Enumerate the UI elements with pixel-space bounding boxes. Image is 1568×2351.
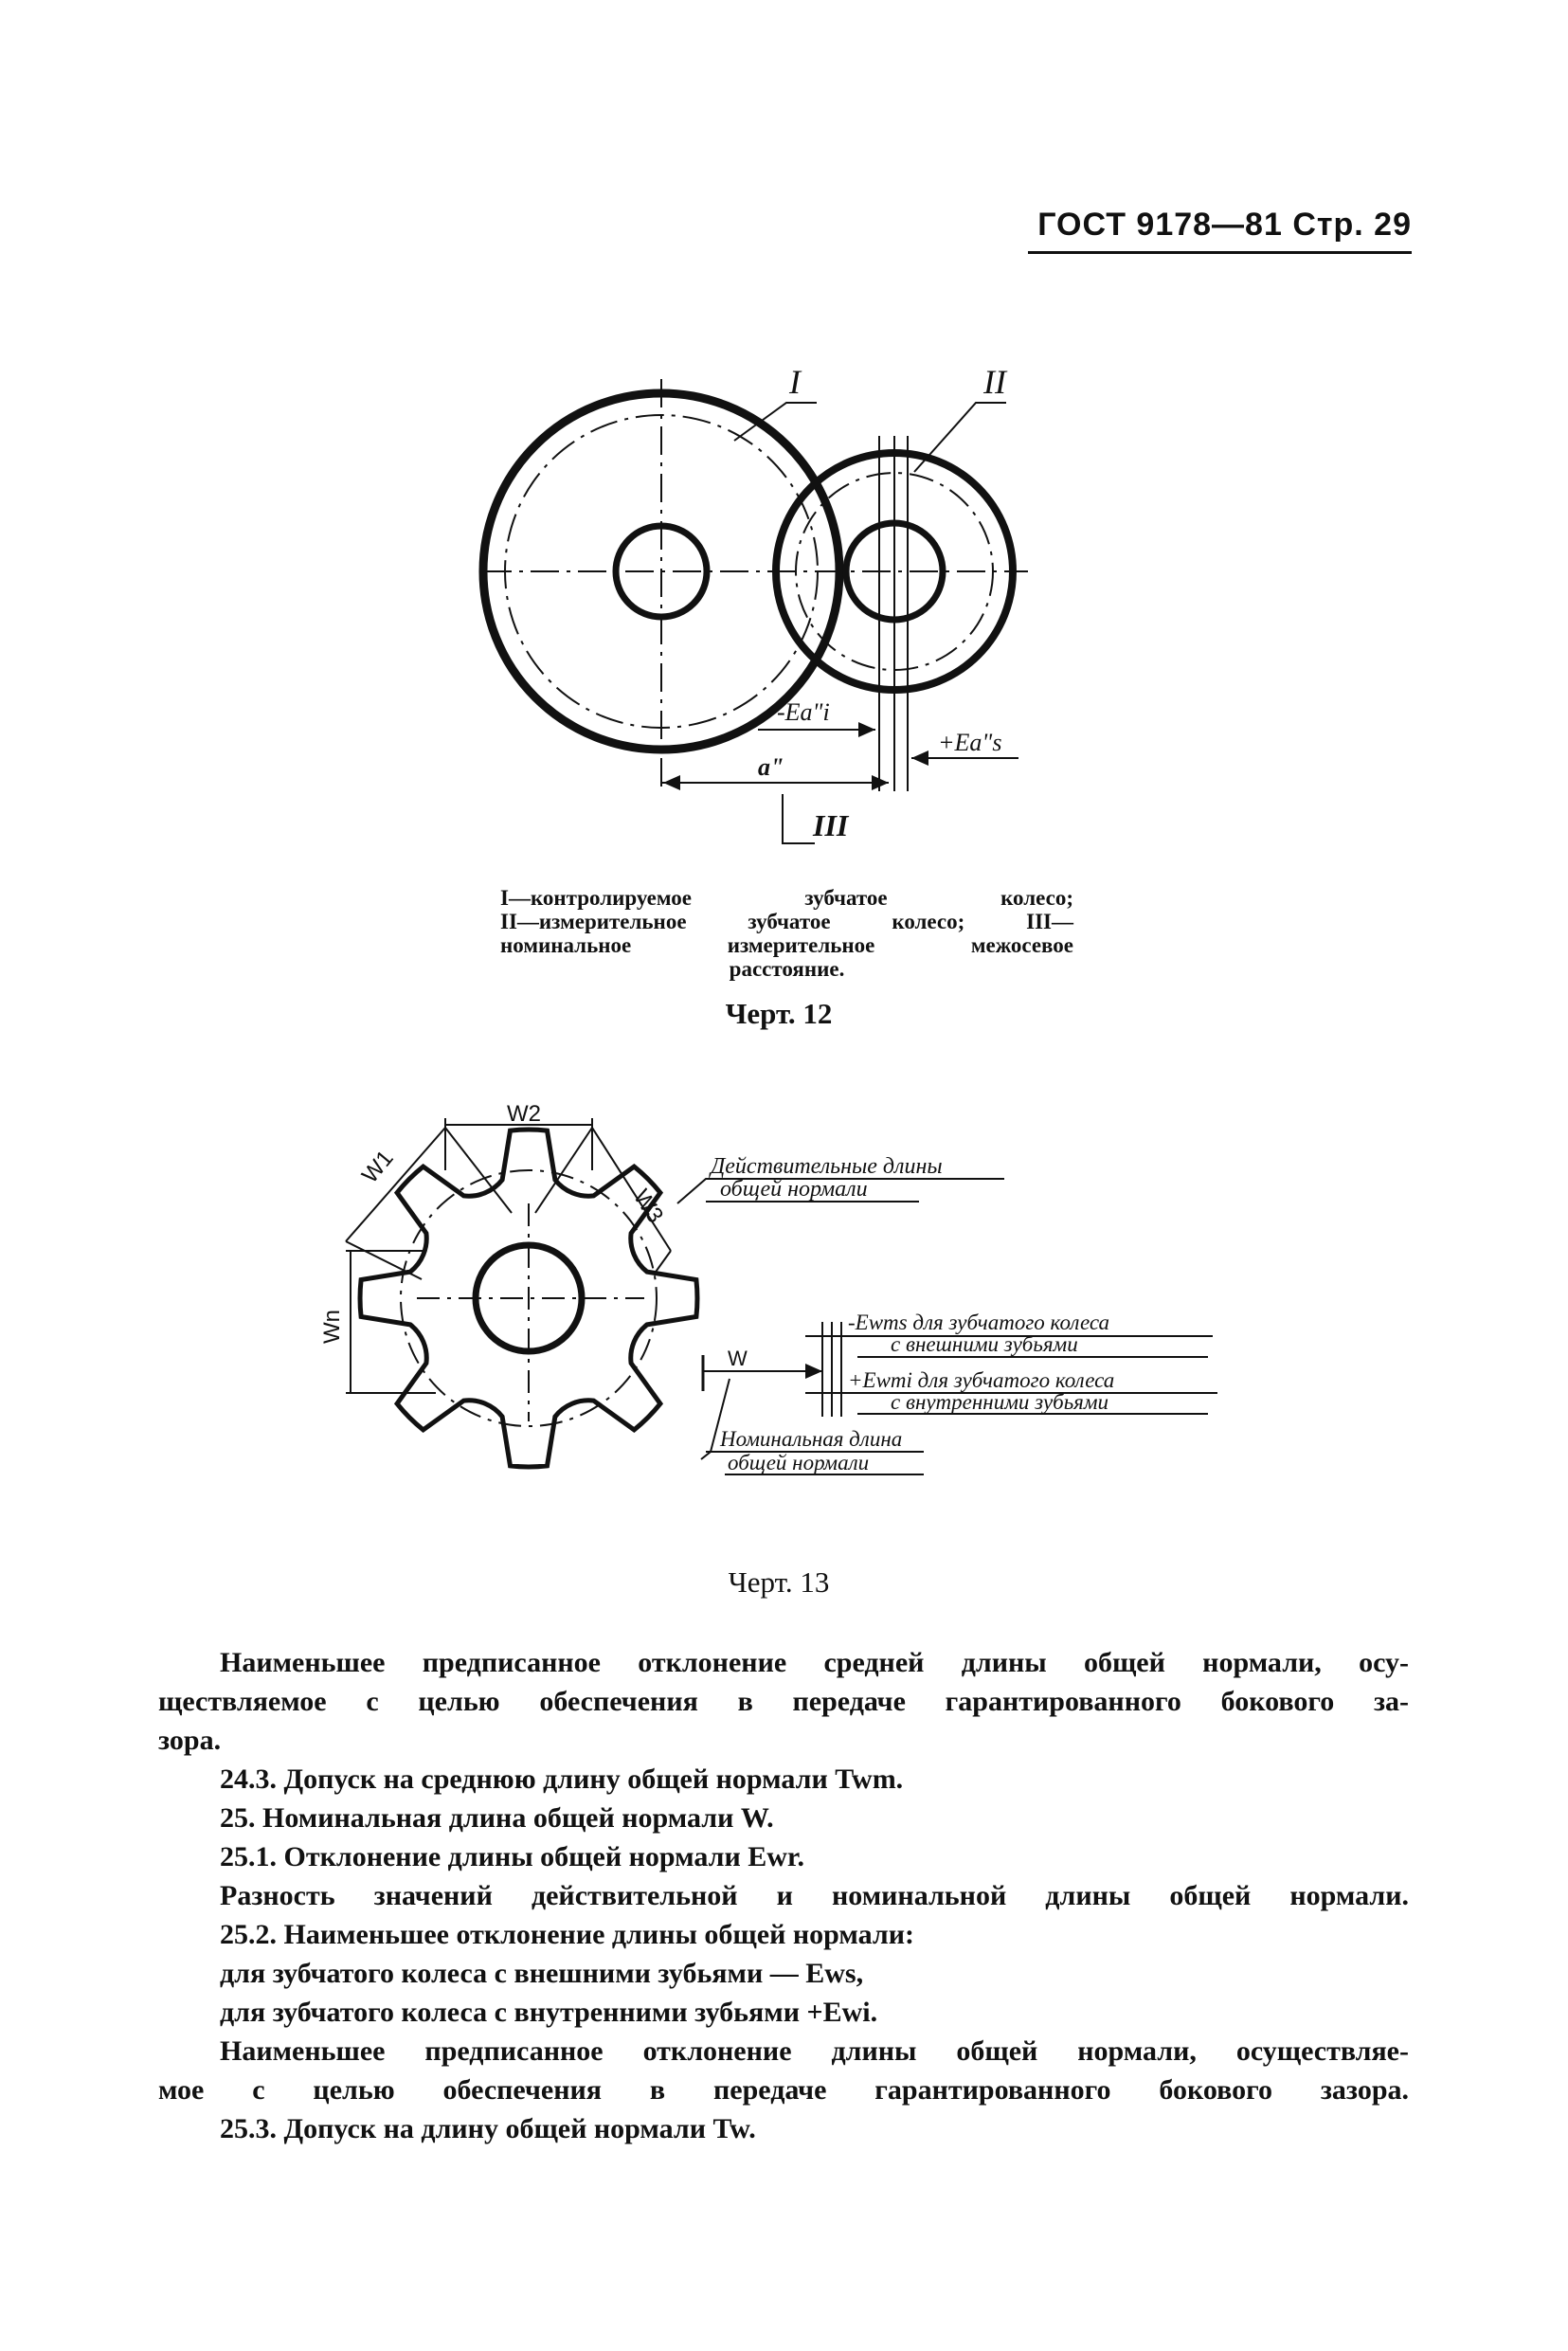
figure-13-caption: Черт. 13: [728, 1565, 830, 1599]
figure-12-labels: [758, 363, 1008, 842]
paragraph-line: для зубчатого колеса с внешними зубьями — Ews,: [220, 1958, 864, 1989]
paragraph-line: ществляемое с целью обеспечения в передаче гарантированного бокового за-: [158, 1686, 1409, 1717]
label-I: I: [789, 363, 801, 401]
legend-line: номинальное измерительное межосевое: [500, 933, 1073, 957]
label-wn: Wn: [319, 1310, 345, 1344]
actual-lengths-line2: общей нормали: [720, 1177, 868, 1202]
dim-w1-line: [346, 1128, 445, 1241]
int-teeth-line2: с внутренними зубьями: [891, 1390, 1109, 1414]
w1-ext: [346, 1241, 422, 1279]
paragraph-line: для зубчатого колеса с внутренними зубьями +Ewi.: [220, 1997, 878, 2028]
label-w1: W1: [356, 1145, 399, 1188]
label-w: W: [728, 1347, 748, 1370]
leader-III: [783, 794, 815, 843]
legend-line: I—контролируемое зубчатое колесо;: [500, 886, 1073, 910]
ext-teeth-line1: -Ewms для зубчатого колеса: [848, 1311, 1109, 1334]
page-header: ГОСТ 9178—81 Стр. 29: [1037, 207, 1412, 243]
paragraph-line: зора.: [158, 1725, 222, 1756]
label-II: II: [983, 363, 1006, 401]
paragraph-line: 25. Номинальная длина общей нормали W.: [220, 1802, 774, 1834]
nominal-length-line2: общей нормали: [728, 1451, 870, 1474]
legend-line: расстояние.: [729, 957, 845, 981]
label-ea-s: +Ea"s: [938, 729, 1002, 756]
paragraph-line: [220, 1643, 1409, 1682]
paragraph-line: мое с целью обеспечения в передаче гарантированного бокового зазора.: [158, 2074, 1409, 2106]
label-w2: W2: [507, 1101, 541, 1127]
body-text: [158, 1643, 1409, 2148]
paragraph-line: 25.2. Наименьшее отклонение длины общей нормали:: [220, 1919, 914, 1950]
nominal-length-line1: Номинальная длина: [720, 1427, 903, 1451]
label-III: III: [813, 808, 849, 842]
paragraph-line: Разность значений действительной и номинальной длины общей нормали.: [220, 1880, 1409, 1911]
legend-line: II—измерительное зубчатое колесо; III—: [500, 910, 1073, 933]
actual-lengths-line1: Действительные длины: [711, 1154, 943, 1179]
label-ea-i: -Ea"i: [777, 698, 830, 726]
paragraph-text: Наименьшее предписанное отклонение средней длины общей нормали, осу-: [220, 1647, 1409, 1678]
paragraph-line: Наименьшее предписанное отклонение длины общей нормали, осуществляе-: [220, 2035, 1409, 2067]
paragraph-line: 25.3. Допуск на длину общей нормали Tw.: [220, 2113, 756, 2144]
paragraph-line: 24.3. Допуск на среднюю длину общей нормали Twm.: [220, 1763, 904, 1795]
label-a: a": [758, 753, 784, 781]
int-teeth-line1: +Ewmi для зубчатого колеса: [848, 1368, 1115, 1392]
figure-12-caption: Черт. 12: [725, 997, 833, 1030]
label-w3: W3: [627, 1185, 669, 1228]
figure-12-legend: [500, 886, 1073, 981]
ext-teeth-line2: с внешними зубьями: [891, 1332, 1078, 1356]
paragraph-line: 25.1. Отклонение длины общей нормали Ewr.: [220, 1841, 804, 1872]
w3-ext: [654, 1251, 671, 1275]
figure-12-drawing: [483, 379, 1028, 843]
